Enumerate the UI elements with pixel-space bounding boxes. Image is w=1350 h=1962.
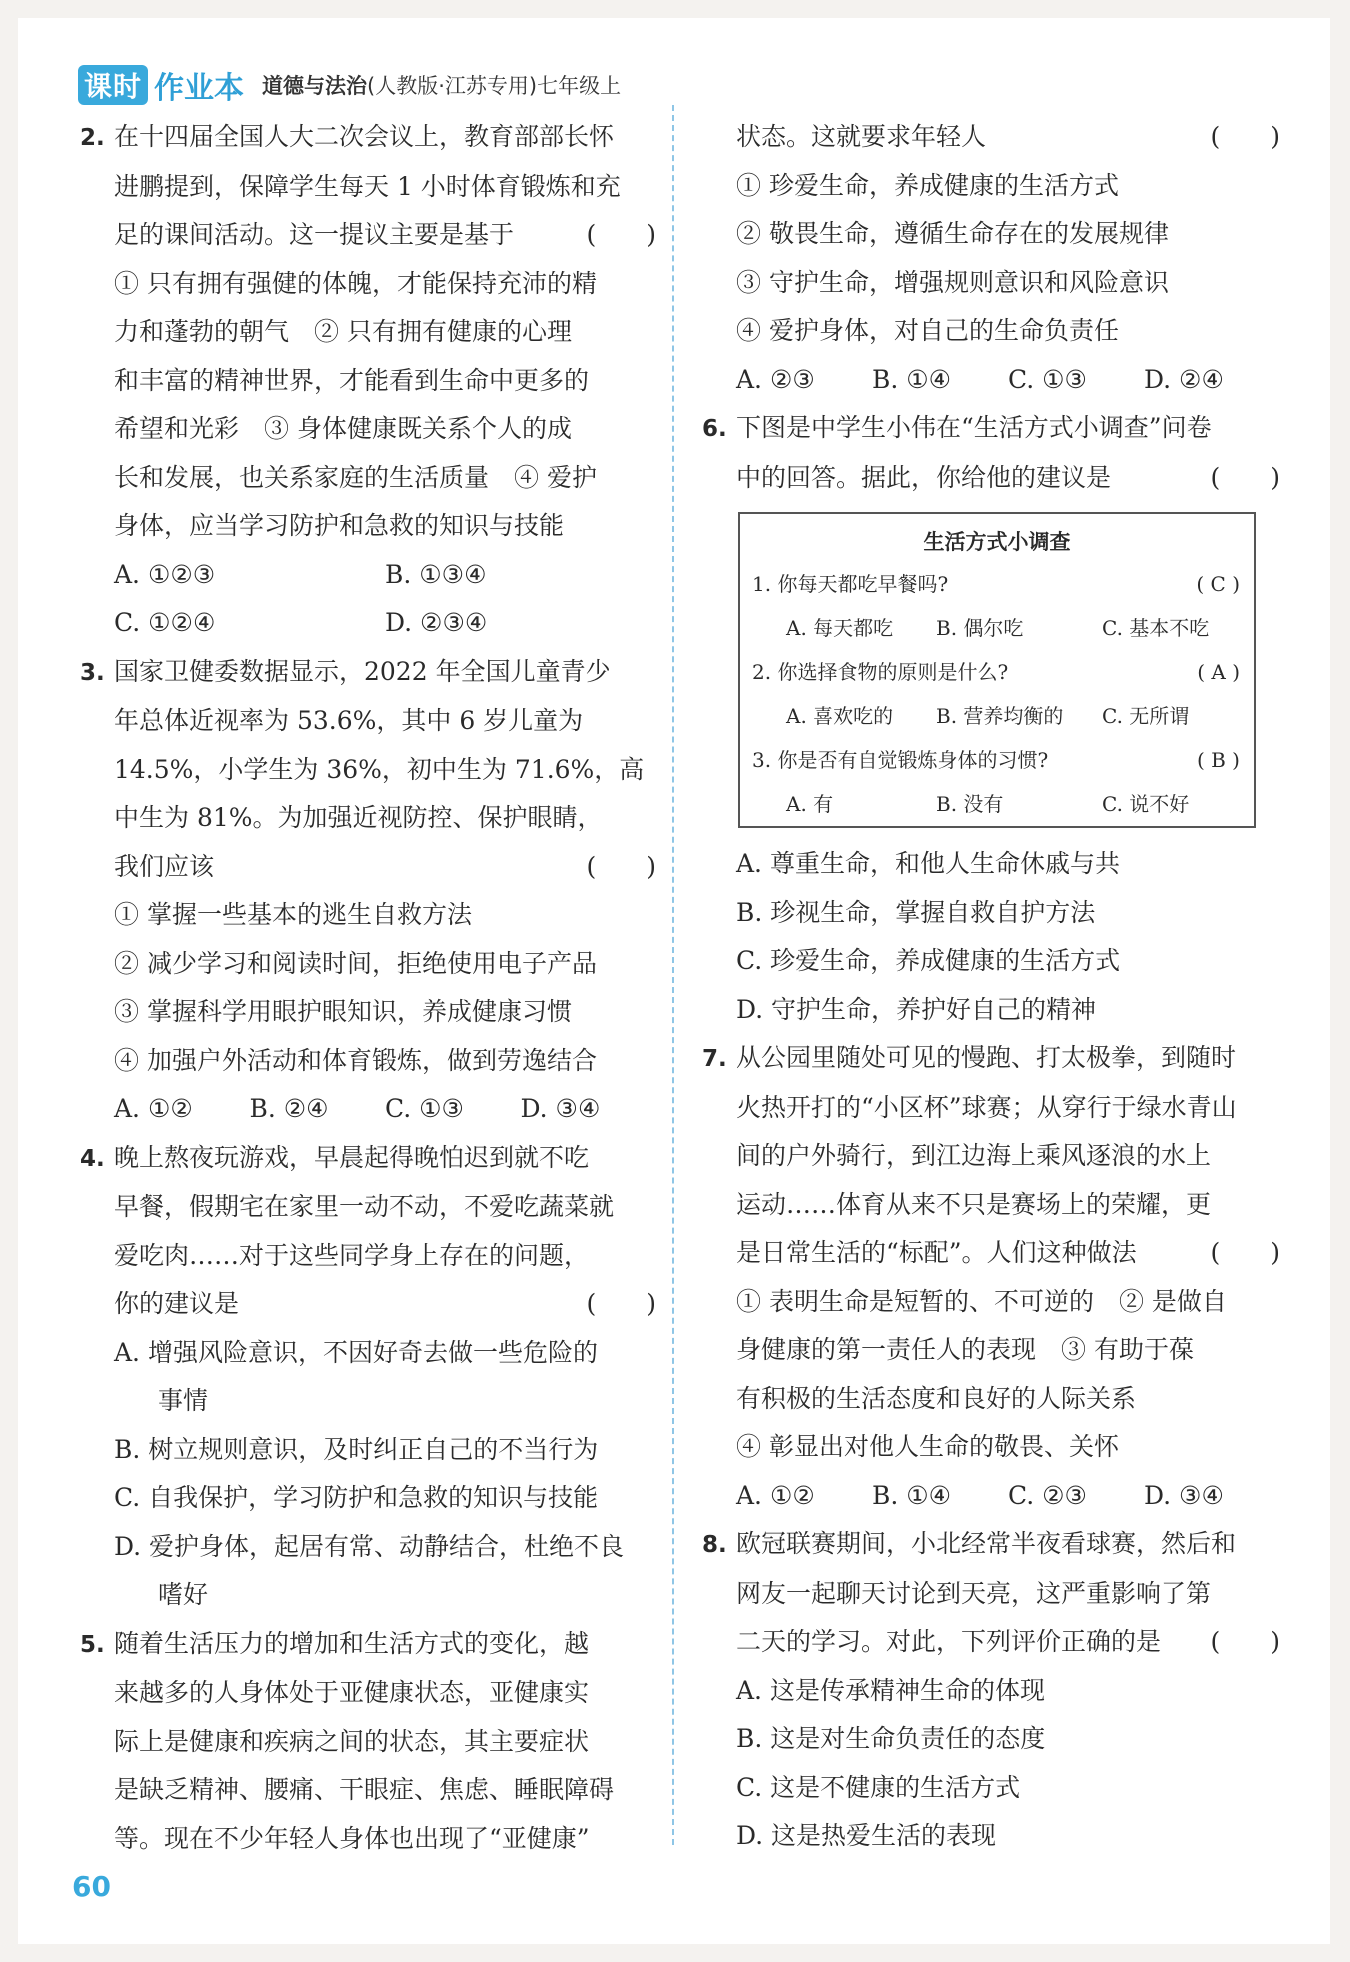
question-text: 间的户外骑行，到江边海上乘风逐浪的水上 — [736, 1141, 1212, 1170]
statement: 希望和光彩 ③ 身体健康既关系个人的成 — [114, 414, 572, 443]
statement: ② 敬畏生命，遵循生命存在的发展规律 — [736, 219, 1169, 248]
answer-paren: ( ) — [586, 220, 656, 249]
option-b[interactable]: B. ①④ — [872, 1480, 952, 1510]
options — [80, 599, 656, 648]
question-text: 状态。这就要求年轻人 ( ) — [702, 113, 1280, 162]
question-text: 网友一起聊天讨论到天亮，这严重影响了第 — [736, 1578, 1212, 1608]
option-b[interactable]: B. 树立规则意识，及时纠正自己的不当行为 — [114, 1434, 599, 1464]
survey-answer: ( C ) — [1196, 572, 1240, 596]
option-c[interactable]: C. 自我保护，学习防护和急救的知识与技能 — [114, 1483, 599, 1512]
question-text: 下图是中学生小伟在“生活方式小调查”问卷 — [736, 413, 1212, 442]
statement: 身健康的第一责任人的表现 ③ 有助于葆 — [736, 1335, 1194, 1364]
survey-question: 2. 你选择食物的原则是什么? ( A ) — [740, 650, 1254, 694]
survey-answer: ( B ) — [1196, 748, 1240, 772]
column-divider — [672, 105, 674, 1845]
page-header — [78, 62, 621, 108]
statement: ① 掌握一些基本的逃生自救方法 — [114, 900, 472, 929]
option-d[interactable]: D. ②④ — [1144, 364, 1224, 394]
answer-paren: ( ) — [586, 1289, 656, 1318]
survey-options: A. 每天都吃 B. 偶尔吃 C. 基本不吃 — [786, 616, 1210, 640]
question-text: 欧冠联赛期间，小北经常半夜看球赛，然后和 — [736, 1529, 1237, 1558]
answer-paren: ( ) — [586, 851, 656, 881]
option-b[interactable]: B. ①④ — [872, 364, 952, 394]
statement: ④ 加强户外活动和体育锻炼，做到劳逸结合 — [114, 1045, 597, 1075]
question-text: 国家卫健委数据显示，2022 年全国儿童青少 — [114, 656, 611, 686]
option-a[interactable]: A. 尊重生命，和他人生命休戚与共 — [736, 849, 1120, 878]
option-c[interactable]: C. ①③ — [385, 1094, 464, 1123]
question-5-cont — [702, 113, 1280, 404]
option-c[interactable]: C. 珍爱生命，养成健康的生活方式 — [736, 946, 1121, 975]
statement: ② 减少学习和阅读时间，拒绝使用电子产品 — [114, 948, 597, 978]
answer-paren: ( ) — [1210, 462, 1280, 492]
question-text: 随着生活压力的增加和生活方式的变化，越 — [114, 1628, 590, 1658]
question-text: 14.5%，小学生为 36%，初中生为 71.6%，高 — [114, 754, 645, 784]
question-text: 你的建议是 ( ) — [80, 1280, 656, 1329]
survey-box — [738, 512, 1256, 828]
statement: 和丰富的精神世界，才能看到生命中更多的 — [114, 365, 590, 395]
option-d[interactable]: D. ②③④ — [385, 608, 488, 637]
options — [80, 1085, 656, 1134]
question-text: 从公园里随处可见的慢跑、打太极拳，到随时 — [736, 1043, 1237, 1072]
survey-options: A. 喜欢吃的 B. 营养均衡的 C. 无所谓 — [786, 704, 1190, 728]
question-7 — [702, 1034, 1280, 1520]
answer-paren: ( ) — [1210, 1238, 1280, 1267]
question-text: 火热开打的“小区杯”球赛；从穿行于绿水青山 — [736, 1092, 1237, 1122]
left-column — [80, 113, 656, 1863]
option-d[interactable]: D. ③④ — [1144, 1480, 1224, 1510]
question-number: 3. — [80, 659, 105, 686]
survey-title: 生活方式小调查 — [923, 530, 1071, 554]
survey-question: 3. 你是否有自觉锻炼身体的习惯? ( B ) — [740, 738, 1254, 782]
question-6 — [702, 404, 1280, 1034]
option-a-cont: 事情 — [158, 1386, 209, 1415]
question-text: 二天的学习。对此，下列评价正确的是 ( ) — [702, 1618, 1280, 1667]
question-text: 运动……体育从来不只是赛场上的荣耀，更 — [736, 1189, 1212, 1219]
question-text: 爱吃肉……对于这些同学身上存在的问题， — [114, 1240, 590, 1270]
question-text: 是日常生活的“标配”。人们这种做法 ( ) — [702, 1229, 1280, 1278]
option-b[interactable]: B. 这是对生命负责任的态度 — [736, 1724, 1046, 1753]
option-a[interactable]: A. ①②③ — [114, 559, 216, 589]
statement: 身体，应当学习防护和急救的知识与技能 — [114, 511, 565, 540]
question-5 — [80, 1620, 656, 1864]
right-column — [702, 113, 1280, 1861]
question-text: 中的回答。据此，你给他的建议是 ( ) — [702, 454, 1280, 503]
statement: ③ 掌握科学用眼护眼知识，养成健康习惯 — [114, 997, 572, 1026]
question-text: 中生为 81%。为加强近视防控、保护眼睛， — [114, 803, 603, 832]
answer-paren: ( ) — [1210, 122, 1280, 151]
question-number: 2. — [80, 125, 105, 151]
brand-title: 作业本 — [154, 71, 245, 106]
question-number: 4. — [80, 1145, 105, 1172]
option-a[interactable]: A. 增强风险意识，不因好奇去做一些危险的 — [114, 1337, 598, 1367]
question-3 — [80, 648, 656, 1134]
options — [702, 1472, 1280, 1521]
question-text: 等。现在不少年轻人身体也出现了“亚健康” — [114, 1823, 590, 1853]
statement: ③ 守护生命，增强规则意识和风险意识 — [736, 267, 1169, 297]
question-text: 是缺乏精神、腰痛、干眼症、焦虑、睡眠障碍 — [114, 1775, 615, 1804]
question-2 — [80, 113, 656, 648]
survey-options: A. 有 B. 没有 C. 说不好 — [786, 792, 1190, 816]
statement: 长和发展，也关系家庭的生活质量 ④ 爱护 — [114, 462, 597, 492]
survey-answer: ( A ) — [1197, 660, 1240, 684]
statement: ④ 彰显出对他人生命的敬畏、关怀 — [736, 1432, 1119, 1461]
question-text: 早餐，假期宅在家里一动不动，不爱吃蔬菜就 — [114, 1192, 615, 1221]
page-number: 60 — [72, 1870, 111, 1903]
question-text: 际上是健康和疾病之间的状态，其主要症状 — [114, 1726, 590, 1756]
question-number: 7. — [702, 1046, 727, 1072]
question-8 — [702, 1520, 1280, 1861]
option-a[interactable]: A. ①② — [736, 1480, 815, 1510]
option-c[interactable]: C. 这是不健康的生活方式 — [736, 1772, 1021, 1802]
option-b[interactable]: B. ①③④ — [385, 559, 487, 589]
question-text: 年总体近视率为 53.6%，其中 6 岁儿童为 — [114, 706, 584, 735]
subject-title: 道德与法治(人教版·江苏专用)七年级上 — [262, 74, 622, 98]
statement: ④ 爱护身体，对自己的生命负责任 — [736, 316, 1119, 345]
option-d-cont: 嗜好 — [158, 1580, 209, 1609]
option-a[interactable]: A. 这是传承精神生命的体现 — [736, 1675, 1045, 1705]
statement: 有积极的生活态度和良好的人际关系 — [736, 1383, 1137, 1413]
option-d[interactable]: D. 守护生命，养护好自己的精神 — [736, 994, 1097, 1024]
statement: ① 只有拥有强健的体魄，才能保持充沛的精 — [114, 268, 597, 298]
brand-logo: 课时 — [78, 65, 148, 105]
question-text: 我们应该 ( ) — [80, 843, 656, 892]
options — [702, 356, 1280, 405]
answer-paren: ( ) — [1210, 1627, 1280, 1656]
survey-question: 1. 你每天都吃早餐吗? ( C ) — [740, 562, 1254, 606]
question-number: 8. — [702, 1532, 727, 1558]
option-c[interactable]: C. ①②④ — [114, 608, 216, 637]
question-text: 在十四届全国人大二次会议上，教育部部长怀 — [114, 122, 615, 151]
option-b[interactable]: B. 珍视生命，掌握自救自护方法 — [736, 897, 1096, 927]
option-d[interactable]: D. 这是热爱生活的表现 — [736, 1821, 997, 1850]
option-a[interactable]: A. ①② — [114, 1094, 193, 1123]
question-text: 来越多的人身体处于亚健康状态，亚健康实 — [114, 1678, 590, 1707]
option-b[interactable]: B. ②④ — [249, 1094, 329, 1123]
question-number: 5. — [80, 1631, 105, 1658]
option-d[interactable]: D. 爱护身体，起居有常、动静结合，杜绝不良 — [114, 1531, 625, 1561]
statement: ① 珍爱生命，养成健康的生活方式 — [736, 170, 1119, 200]
question-number: 6. — [702, 416, 727, 442]
question-text: 晚上熬夜玩游戏，早晨起得晚怕迟到就不吃 — [114, 1142, 590, 1172]
question-text: 足的课间活动。这一提议主要是基于 ( ) — [80, 211, 656, 260]
option-c[interactable]: C. ②③ — [1008, 1480, 1087, 1510]
question-4 — [80, 1134, 656, 1620]
statement: 力和蓬勃的朝气 ② 只有拥有健康的心理 — [114, 317, 572, 346]
option-d[interactable]: D. ③④ — [520, 1094, 601, 1123]
option-c[interactable]: C. ①③ — [1008, 364, 1087, 394]
option-a[interactable]: A. ②③ — [736, 364, 815, 394]
options — [80, 551, 656, 600]
question-text: 进鹏提到，保障学生每天 1 小时体育锻炼和充 — [114, 171, 621, 201]
statement: ① 表明生命是短暂的、不可逆的 ② 是做自 — [736, 1286, 1227, 1316]
